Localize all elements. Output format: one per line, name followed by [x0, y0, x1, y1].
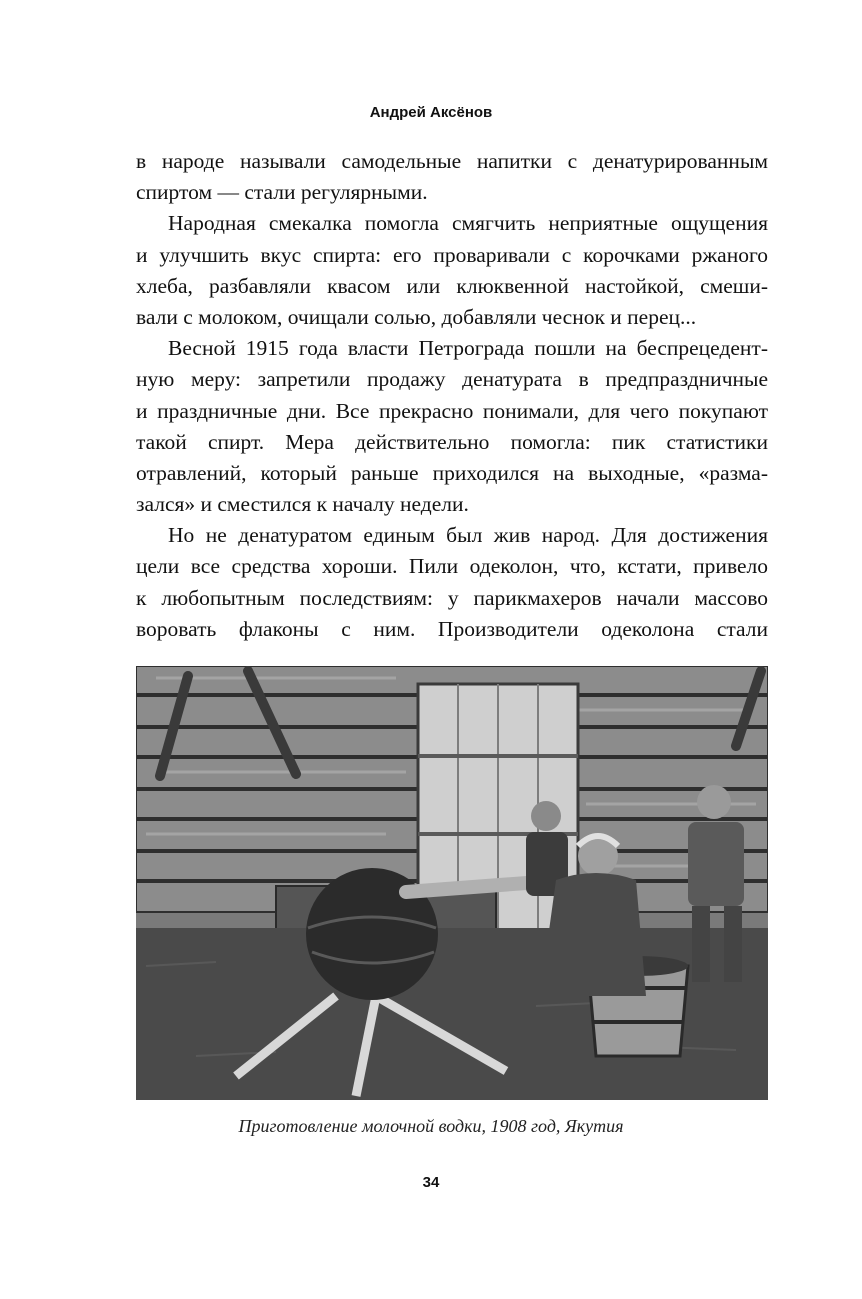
- text-line: ную меру: запретили продажу денатурата в предпраздничные: [136, 367, 768, 392]
- text-line: и праздничные дни. Все прекрасно понимали, для чего покупают: [136, 398, 768, 423]
- text-line: такой спирт. Мера действительно помогла: пик статистики: [136, 429, 768, 454]
- page-number: 34: [422, 1174, 440, 1191]
- text-line: воровать флаконы с ним. Производители одеколона стали: [136, 616, 768, 641]
- body-text: [136, 146, 768, 645]
- text-line: зался» и сместился к началу недели.: [136, 492, 469, 517]
- text-line: и улучшить вкус спирта: его проваривали с корочками ржаного: [136, 242, 768, 267]
- figure-caption: Приготовление молочной водки, 1908 год, Якутия: [238, 1116, 624, 1136]
- text-line: к любопытным последствиям: у парикмахеров начали массово: [136, 585, 768, 610]
- text-line: спиртом — стали регулярными.: [136, 180, 428, 205]
- archival-photo: [136, 666, 768, 1100]
- text-line: Народная смекалка помогла смягчить неприятные ощущения: [168, 211, 768, 236]
- text-line: вали с молоком, очищали солью, добавляли чеснок и перец...: [136, 304, 697, 329]
- text-line: отравлений, который раньше приходился на выходные, «разма-: [136, 460, 768, 485]
- text-line: в народе называли самодельные напитки с денатурированным: [136, 149, 768, 173]
- text-line: цели все средства хороши. Пили одеколон, что, кстати, привело: [136, 554, 768, 579]
- running-head-author: Андрей Аксёнов: [369, 104, 493, 121]
- text-line: хлеба, разбавляли квасом или клюквенной настойкой, смеши-: [136, 273, 768, 298]
- text-line: Но не денатуратом единым был жив народ. Для достижения: [168, 523, 768, 548]
- text-line: Весной 1915 года власти Петрограда пошли на беспрецедент-: [168, 336, 768, 361]
